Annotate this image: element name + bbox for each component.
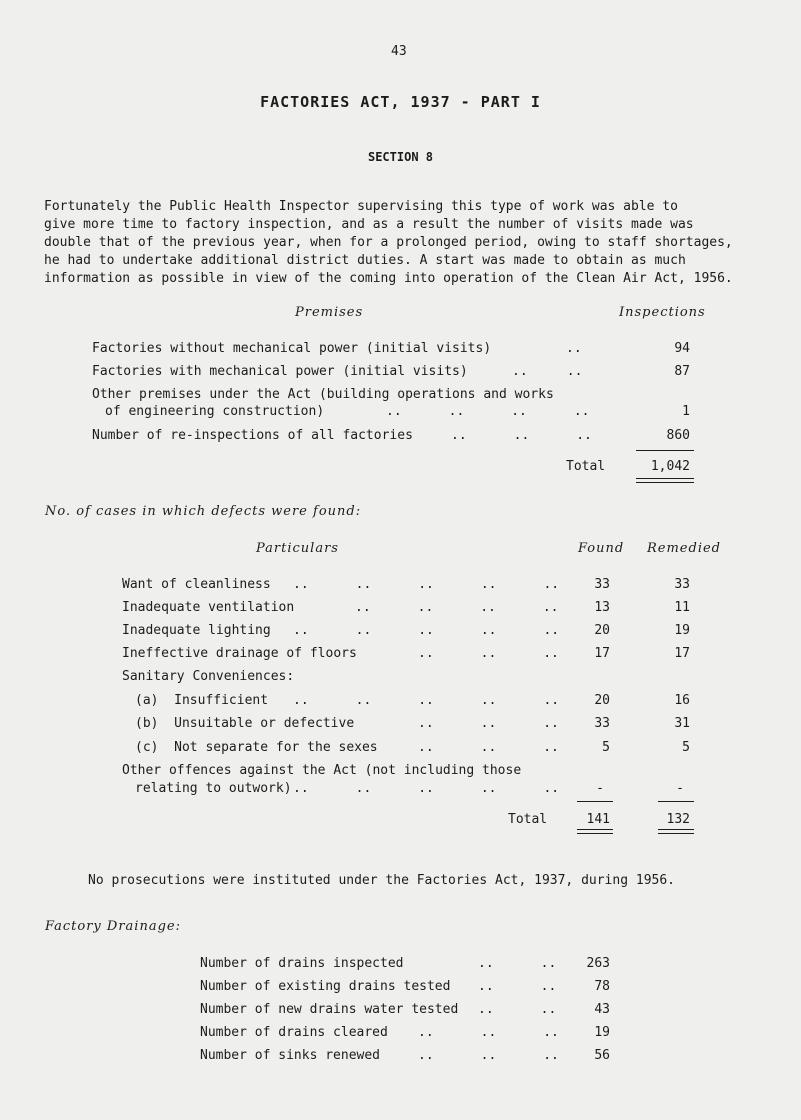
table-row-label: Number of drains inspected: [200, 956, 404, 971]
paragraph-line: Fortunately the Public Health Inspector supervising this type of work was able to: [44, 199, 678, 214]
table-row-value: 78: [594, 979, 610, 994]
total-value: 1,042: [650, 459, 690, 474]
column-header-particulars: Particulars: [256, 541, 339, 556]
found-value: -: [596, 781, 604, 796]
defects-heading: No. of cases in which defects were found:: [45, 504, 362, 519]
leader-dots: .. .. ..: [418, 740, 559, 755]
leader-dots: .. .. .. .. ..: [293, 577, 560, 592]
table-row-label: (b) Unsuitable or defective: [135, 716, 355, 731]
table-row-value: 263: [586, 956, 610, 971]
paragraph-line: give more time to factory inspection, and as a result the number of visits made was: [44, 217, 694, 232]
found-value: 33: [594, 577, 610, 592]
remedied-value: 11: [674, 600, 690, 615]
found-value: 13: [594, 600, 610, 615]
total-remedied: 132: [666, 812, 690, 827]
leader-dots: .. .. ..: [418, 716, 559, 731]
table-row-value: 860: [666, 428, 690, 443]
leader-dots: .. .. .. ..: [386, 404, 590, 419]
table-row-label-continued: relating to outwork): [135, 781, 292, 796]
page-title: FACTORIES ACT, 1937 - PART I: [260, 93, 541, 111]
remedied-value: 16: [674, 693, 690, 708]
total-label: Total: [566, 459, 606, 474]
table-row-value: 87: [674, 364, 690, 379]
table-row-label: Other premises under the Act (building operations and works: [92, 387, 554, 402]
total-found: 141: [586, 812, 610, 827]
leader-dots: .. .. ..: [418, 646, 559, 661]
leader-dots: .. .. .. ..: [355, 600, 559, 615]
subsection-label: Sanitary Conveniences:: [122, 669, 295, 684]
table-row-label: Inadequate lighting: [122, 623, 271, 638]
leader-dots: ..: [566, 341, 582, 356]
table-row-label: (a) Insufficient: [135, 693, 269, 708]
table-row-value: 19: [594, 1025, 610, 1040]
total-label: Total: [508, 812, 548, 827]
remedied-value: 17: [674, 646, 690, 661]
leader-dots: .. .. .. .. ..: [293, 781, 560, 796]
leader-dots: .. ..: [512, 364, 583, 379]
table-row-label: Number of drains cleared: [200, 1025, 388, 1040]
found-value: 20: [594, 693, 610, 708]
table-row-label: (c) Not separate for the sexes: [135, 740, 378, 755]
section-heading: SECTION 8: [367, 150, 434, 164]
column-header-inspections: Inspections: [619, 305, 706, 320]
drainage-heading: Factory Drainage:: [45, 919, 181, 934]
found-value: 5: [602, 740, 610, 755]
remedied-value: 31: [674, 716, 690, 731]
total-double-rule: [636, 478, 694, 483]
table-row-label: Factories with mechanical power (initial visits): [92, 364, 468, 379]
table-row-label: Number of existing drains tested: [200, 979, 451, 994]
remedied-value: 33: [674, 577, 690, 592]
found-value: 17: [594, 646, 610, 661]
remedied-value: -: [676, 781, 684, 796]
table-row-label: Factories without mechanical power (initial visits): [92, 341, 492, 356]
prosecutions-statement: No prosecutions were instituted under the Factories Act, 1937, during 1956.: [88, 873, 675, 888]
table-row-value: 56: [594, 1048, 610, 1063]
page-number: 43: [391, 44, 407, 59]
paragraph-line: information as possible in view of the coming into operation of the Clean Air Act, 1956.: [44, 271, 733, 286]
remedied-value: 19: [674, 623, 690, 638]
table-row-value: 43: [594, 1002, 610, 1017]
table-row-value: 1: [682, 404, 690, 419]
table-row-value: 94: [674, 341, 690, 356]
column-header-premises: Premises: [295, 305, 364, 320]
table-row-label: Other offences against the Act (not including those: [122, 763, 522, 778]
remedied-value: 5: [682, 740, 690, 755]
column-header-found: Found: [578, 541, 625, 556]
found-total-double-rule: [577, 829, 613, 834]
table-row-label: Number of re-inspections of all factories: [92, 428, 413, 443]
remedied-total-rule: [658, 801, 694, 802]
leader-dots: .. ..: [478, 1002, 557, 1017]
paragraph-line: double that of the previous year, when for a prolonged period, owing to staff shortages,: [44, 235, 733, 250]
leader-dots: .. ..: [478, 979, 557, 994]
found-total-rule: [577, 801, 613, 802]
total-rule: [636, 450, 694, 451]
leader-dots: .. .. ..: [451, 428, 592, 443]
leader-dots: .. .. .. .. ..: [293, 623, 560, 638]
table-row-label-continued: of engineering construction): [105, 404, 325, 419]
table-row-label: Number of new drains water tested: [200, 1002, 459, 1017]
leader-dots: .. .. ..: [418, 1025, 559, 1040]
column-header-remedied: Remedied: [647, 541, 721, 556]
found-value: 33: [594, 716, 610, 731]
table-row-label: Number of sinks renewed: [200, 1048, 381, 1063]
table-row-label: Want of cleanliness: [122, 577, 271, 592]
leader-dots: .. .. .. .. ..: [293, 693, 560, 708]
found-value: 20: [594, 623, 610, 638]
table-row-label: Inadequate ventilation: [122, 600, 295, 615]
intro-paragraph: [44, 198, 764, 288]
remedied-total-double-rule: [658, 829, 694, 834]
leader-dots: .. .. ..: [418, 1048, 559, 1063]
paragraph-line: he had to undertake additional district duties. A start was made to obtain as much: [44, 253, 686, 268]
leader-dots: .. ..: [478, 956, 557, 971]
table-row-label: Ineffective drainage of floors: [122, 646, 357, 661]
